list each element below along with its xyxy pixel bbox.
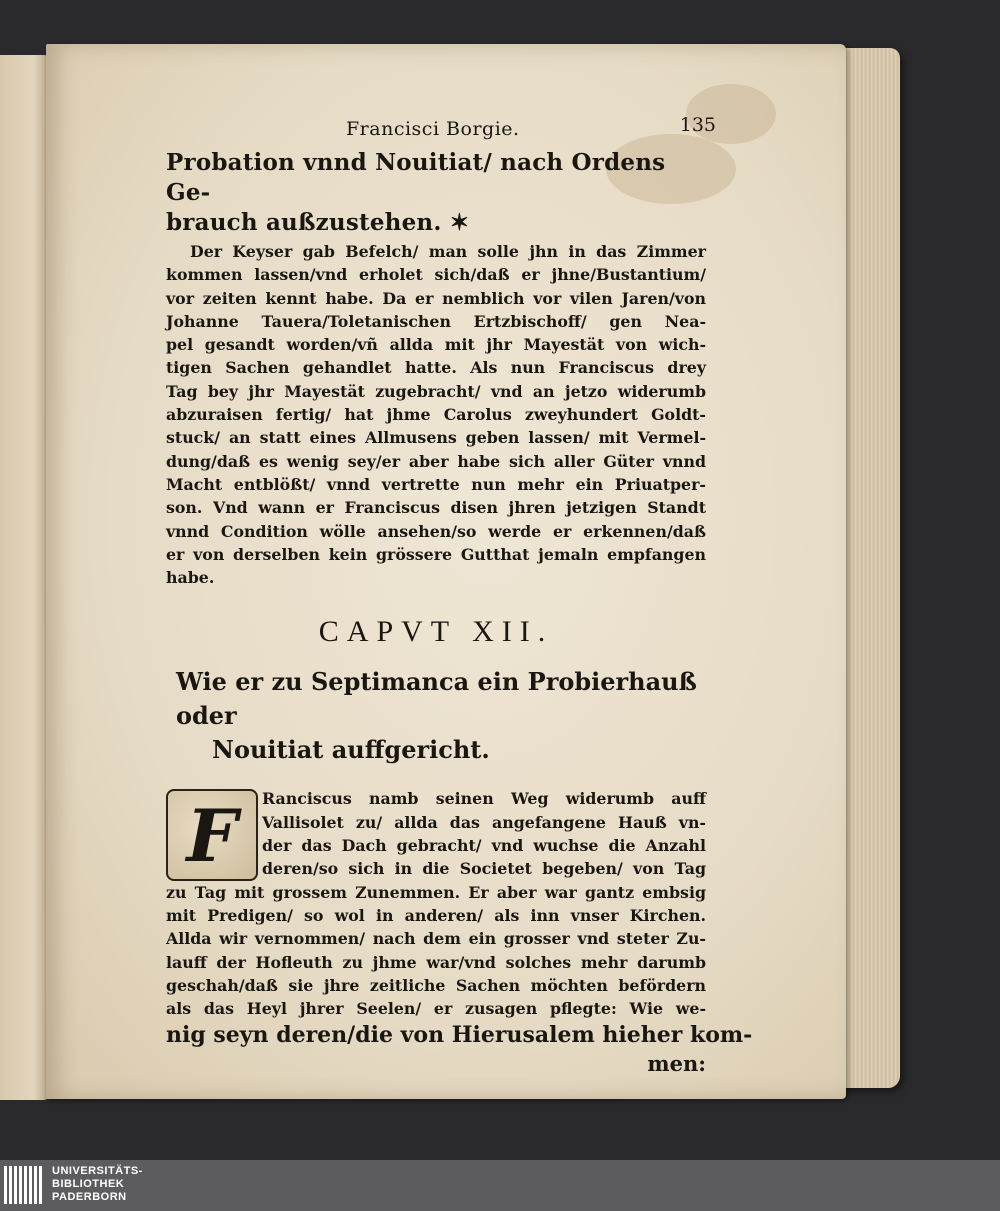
text-line: Johanne Tauera/Toletanischen Ertzbischoff/ gen Nea- <box>166 311 706 331</box>
text-line: zu Tag mit grossem Zunemmen. Er aber war gantz embsig <box>166 882 706 902</box>
book-page <box>46 44 846 1099</box>
text-line: Macht entblößt/ vnnd vertrette nun mehr ein Priuatper- <box>166 474 706 494</box>
library-logo-icon <box>4 1166 44 1204</box>
text-line: vnnd Condition wölle ansehen/so werde er erkennen/daß <box>166 521 706 541</box>
body-paragraph <box>166 240 706 589</box>
page-number: 135 <box>679 114 716 136</box>
chapter-subtitle-line: Wie er zu Septimanca ein Probierhauß oder <box>176 667 697 731</box>
text-line: stuck/ an statt eines Allmusens geben lassen/ mit Vermel- <box>166 428 706 448</box>
text-line: kommen lassen/vnd erholet sich/daß er jhne/Bustantium/ <box>166 265 706 285</box>
left-page-edge <box>0 55 48 1100</box>
text-line: Ranciscus namb seinen Weg widerumb auff <box>262 789 706 809</box>
heading-line: brauch außzustehen. ✶ <box>166 209 470 236</box>
text-line: deren/so sich in die Societet begeben/ von Tag <box>262 859 706 879</box>
chapter-subtitle-line: Nouitiat auffgericht. <box>212 735 490 765</box>
heading <box>166 148 706 238</box>
text-line: pel gesandt worden/vñ allda mit jhr Mayestät von wich- <box>166 335 706 355</box>
text-line: abzuraisen fertig/ hat jhme Carolus zweyhundert Goldt- <box>166 405 706 425</box>
footer-bar <box>0 1160 1000 1211</box>
drop-cap-letter: F <box>186 792 238 878</box>
logo-line: UNIVERSITÄTS- <box>52 1165 143 1177</box>
catchword: men: <box>647 1051 706 1077</box>
text-line: nig seyn deren/die von Hierusalem hieher kom- <box>166 1022 753 1049</box>
running-head <box>166 114 716 148</box>
logo-line: PADERBORN <box>52 1191 127 1203</box>
page-text <box>166 114 753 1078</box>
text-line: mit Predigen/ so wol in anderen/ als inn vnser Kirchen. <box>166 905 706 925</box>
text-line: Der Keyser gab Befelch/ man solle jhn in das Zimmer <box>190 242 706 261</box>
chapter-paragraph <box>166 787 753 1078</box>
text-line: son. Vnd wann er Franciscus disen jhren jetzigen Standt <box>166 498 706 518</box>
chapter-title: CAPVT XII. <box>318 615 554 649</box>
text-line: dung/daß es wenig sey/er aber habe sich aller Güter vnnd <box>166 451 706 471</box>
text-line: er von derselben kein grössere Gutthat jemaln empfangen <box>166 544 706 564</box>
drop-cap-initial <box>166 789 258 881</box>
text-line: Vallisolet zu/ allda das angefangene Hauß vn- <box>262 812 706 832</box>
text-line: als das Heyl jhrer Seelen/ er zusagen pflegte: Wie we- <box>166 999 706 1019</box>
library-logo-text <box>52 1165 143 1204</box>
text-line: der das Dach gebracht/ vnd wuchse die Anzahl <box>262 836 706 856</box>
text-line: vor zeiten kennt habe. Da er nemblich vor vilen Jaren/von <box>166 288 706 308</box>
text-line: geschah/daß sie jhre zeitliche Sachen möchten befördern <box>166 975 706 995</box>
text-line: Tag bey jhr Mayestät zugebracht/ vnd an jetzo widerumb <box>166 381 706 401</box>
text-line: lauff der Hofleuth zu jhme war/vnd solches mehr darumb <box>166 952 706 972</box>
text-line: habe. <box>166 568 215 588</box>
heading-line: Probation vnnd Nouitiat/ nach Ordens Ge- <box>166 149 666 206</box>
chapter-subtitle <box>176 665 706 767</box>
text-line: Allda wir vernommen/ nach dem ein grosser vnd steter Zu- <box>166 929 706 949</box>
logo-line: BIBLIOTHEK <box>52 1178 125 1190</box>
text-line: tigen Sachen gehandlet hatte. Als nun Franciscus drey <box>166 358 706 378</box>
running-title: Francisci Borgie. <box>346 118 520 140</box>
